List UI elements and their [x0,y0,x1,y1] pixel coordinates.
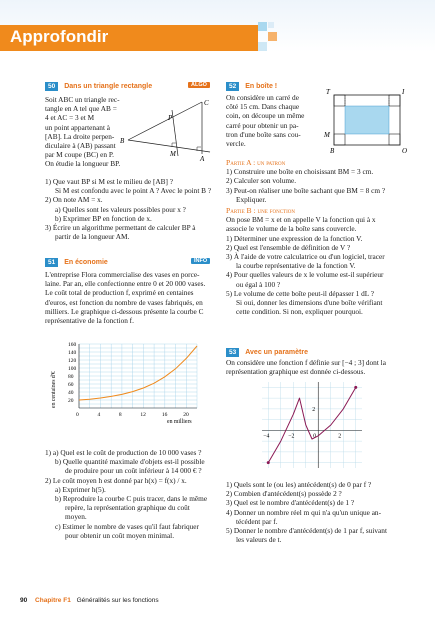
x-tick-label: −4 [263,433,270,440]
ex53-number: 53 [226,348,239,357]
x-tick-label: 4 [97,412,101,418]
ex50-questions: 1) Que vaut BP si M est le milieu de [AB] ? Si M est confondu avec le point A ? Avec le point B ? 2) On note AM = x. a) Quelles sont les valeurs possibles pour x ? b) Exprimer BP en fonction de x. 3) Écrire un algorithme permettant de calculer BP à partir de la longueur AM. [45,177,212,242]
ex50-intro: Soit ABC un triangle rec- tangle en A tel que AB = 4 et AC = 3 et M un point appartenant à [AB]. La droite perpen- diculaire à (AB) passant par M coupe (BC) en P. On étudie la longueur BP. [45,95,121,169]
page-number: 90 [20,597,28,604]
label-I: I [402,88,405,96]
ex53-intro: On considère une fonction f définie sur [−4 ; 3] dont la représentation graphique est donnée ci-dessous. [226,358,386,377]
y-tick-label: 80 [68,374,74,380]
decorative-squares [258,22,278,52]
x-tick-label: 20 [183,412,189,418]
ex52-intro: On considère un carré de côté 15 cm. Dans chaque coin, on découpe un même carré pour obtenir un pa- tron d'une boîte sans cou- vercle. [226,93,305,149]
label-M: M [170,150,176,158]
ex52-header [226,82,277,91]
ex51-number: 51 [45,258,58,267]
algo-tag: ALGO [188,82,210,88]
x-tick-label: 16 [161,412,168,418]
x-tick-label: 12 [140,412,146,418]
ex52-number: 52 [226,82,239,91]
ex50-header [45,82,152,91]
y-tick-label: 100 [68,366,77,372]
ex53-header [226,348,308,357]
label-T: T [326,88,330,96]
label-O: O [402,147,408,155]
label-B: B [120,137,125,145]
ex53-questions: 1) Quels sont le (ou les) antécédent(s) de 0 par f ? 2) Combien d'antécédent(s) possède 2 ? 3) Quel est le nombre d'antécédent(s) de 1 ? 4) Donner un nombre réel m qui n'a qu'un unique an- técédent par f. 5) Donner le nombre d'antécédent(s) de 1 par f, suivant les valeurs de t. [226,480,387,545]
x-tick-label: −2 [288,433,295,440]
ex52-parts: Partie A : un patron 1) Construire une boîte en choisissant BM = 3 cm. 2) Calculer son volume. 3) Peut-on réaliser une boîte sachant que BM = 8 cm ? Expliquer. Partie B : une fonction On pose BM = x et on appelle V la fonction qui à x associe le volume de la boîte sans couvercle. 1) Déterminer une expression de la fonction V. 2) Quel est l'ensemble de définition de V ? 3) À l'aide de votre calculatrice ou d'un logiciel, tracer la courbe représentative de la fonction V. 4) Pour quelles valeurs de x le volume est-il supérieur ou égal à 100 ? 5) Le volume de cette boîte peut-il dépasser 1 dL ? Si oui, donner les dimensions d'une boîte vérifiant cette condition. Si non, expliquer pourquoi. [226,158,416,316]
x-tick-label: 8 [118,412,122,418]
y-tick-label: 60 [68,382,74,388]
ex51-text: L'entreprise Flora commercialise des vases en porce- laine. Par an, elle confectionne entre 0 et 20 000 vases. Le coût total de production f, exprimé en centaines d'euros, est fonction du nombre de vases fabriqués, en milliers. Le graphique ci-dessous présente la courbe C représentative de la fonction f. [45,270,206,326]
chapter-label: Chapitre F1 [35,597,71,604]
x-axis-label: en milliers [167,419,192,425]
label-B-box: B [330,147,335,155]
label-A: A [200,155,205,162]
box-figure [318,86,414,156]
function-curve [268,387,356,462]
y-tick-label: 120 [68,358,77,364]
x-tick-label: 0 [76,412,79,418]
y-tick-label: 160 [68,342,77,348]
part-b-title: Partie B : une fonction [226,206,295,216]
part-a-title: Partie A : un patron [226,158,286,167]
curve-endpoint-start [267,461,270,464]
y-tick-label: 40 [68,390,74,396]
ex50-number: 50 [45,82,58,91]
x-tick-label: 0 [313,433,317,440]
function-graph [258,378,366,472]
ex52-title: En boîte ! [245,83,278,90]
curve-endpoint-end [354,386,357,389]
cost-chart [45,338,217,430]
ex51-questions: 1) a) Quel est le coût de production de 10 000 vases ? b) Quelle quantité maximale d'objets est-il possible de produire pour un coût inférieur à 14 000 € ? 2) Le coût moyen h est donné par h(x) = f(x) / x. a) Exprimer h(5). b) Reproduire la courbe C puis tracer, dans le même repère, la représentation graphique du coût moyen. c) Estimer le nombre de vases qu'il faut fabriquer pour obtenir un coût moyen minimal. [45,448,208,540]
y-axis-label: en centaines d'€ [51,371,57,408]
page-title: Approfondir [10,27,109,46]
y-tick-label: 20 [68,398,74,404]
label-C: C [204,99,209,107]
label-P: P [168,114,173,122]
ex51-header [45,258,108,267]
info-tag: INFO [191,258,210,264]
y-tick-label: 2 [312,406,316,413]
ex53-title: Avec un paramètre [245,349,309,356]
ex50-title: Dans un triangle rectangle [64,83,153,90]
triangle-figure [120,92,220,162]
page-footer [20,597,159,604]
y-tick-label: 140 [68,350,77,356]
chapter-title: Généralités sur les fonctions [76,597,159,604]
label-M-box: M [324,131,330,139]
ex51-title: En économie [64,259,108,266]
x-tick-label: 2 [338,433,342,440]
